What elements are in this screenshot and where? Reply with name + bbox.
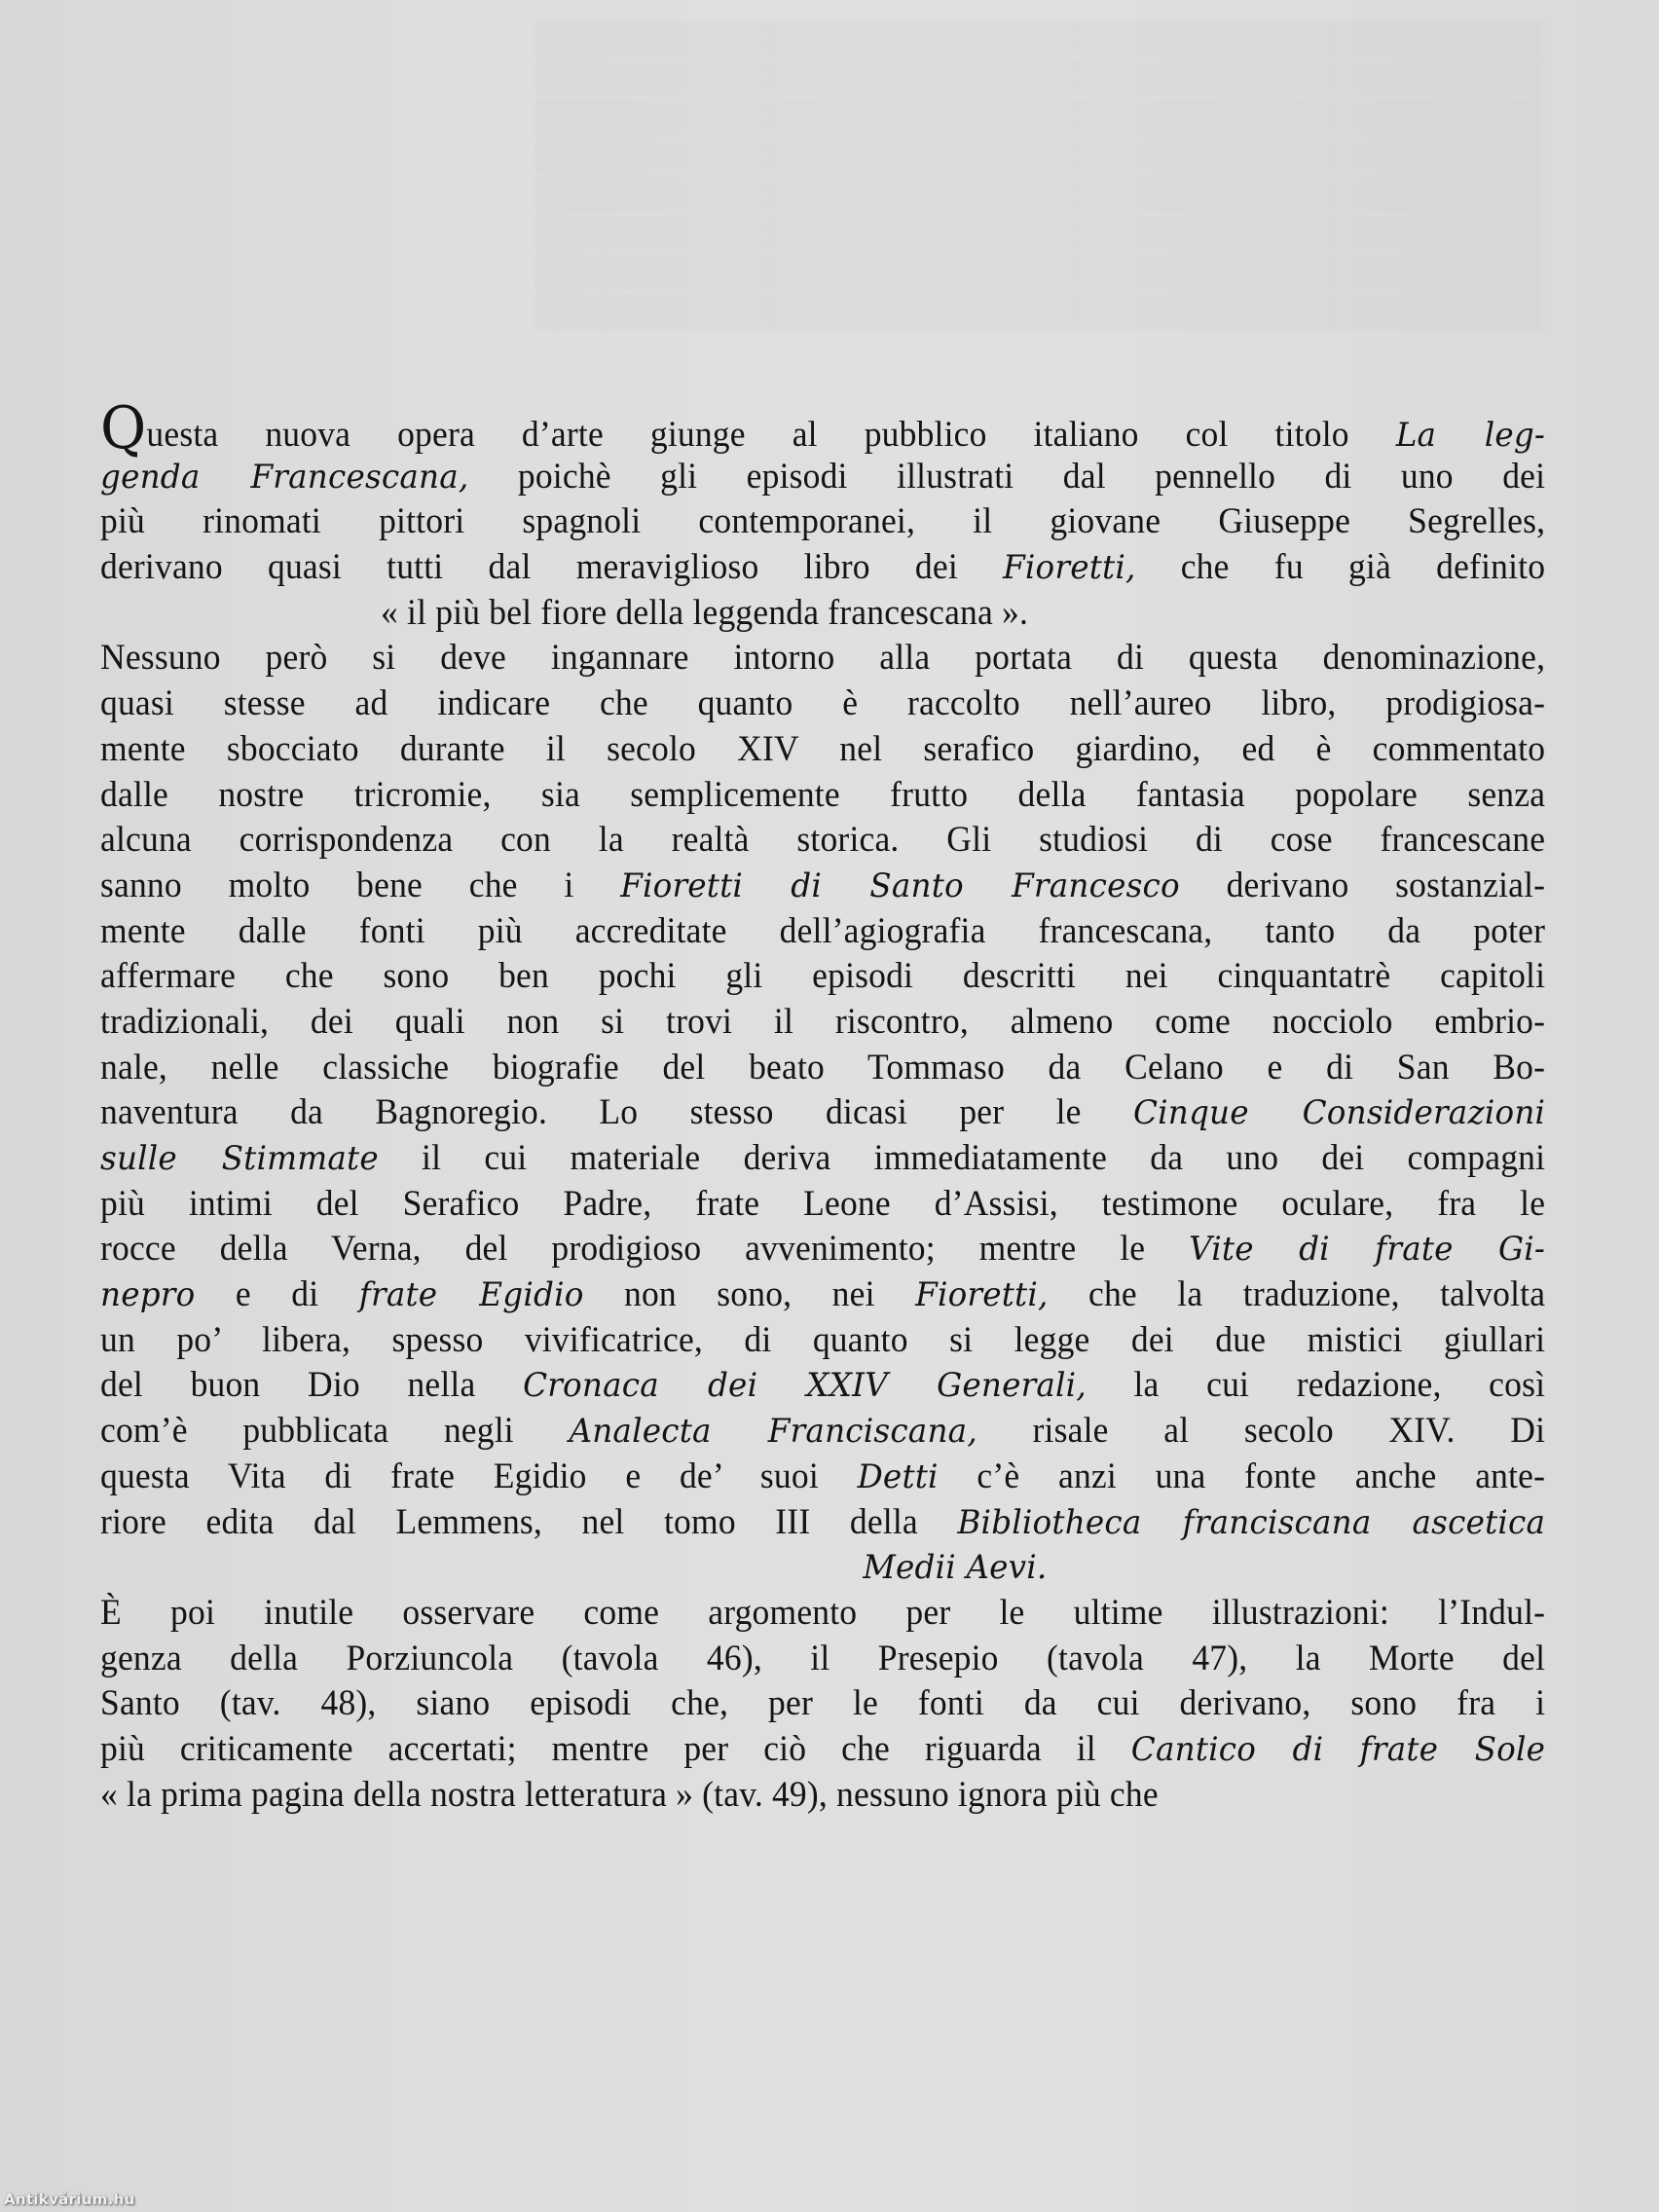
text-run: la cui redazione, così [1086, 1365, 1546, 1406]
text-run: risale al secolo XIV. Di [977, 1411, 1546, 1452]
italic-title: frate Egidio [358, 1275, 584, 1315]
italic-title: Cantico di frate Sole [1130, 1729, 1546, 1769]
text-line [100, 818, 1545, 864]
text-line [100, 954, 1545, 1000]
watermark-logo: Antikvárium.hu [4, 2191, 135, 2208]
text-run: È poi inutile osservare come argomento per le ultime illustrazioni: l’Indul- [100, 1592, 1546, 1633]
text-line [100, 682, 1545, 727]
text-run: e di [195, 1274, 359, 1315]
text-run: genza della Porziuncola (tavola 46), il Presepio (tavola 47), la Morte del [100, 1638, 1546, 1678]
italic-title: Analecta Franciscana, [569, 1412, 977, 1452]
text-run: che la traduzione, talvolta [1048, 1274, 1546, 1315]
text-line [100, 1545, 1545, 1591]
text-run: il cui materiale deriva immediatamente da uno dei compagni [378, 1138, 1546, 1178]
text-line [100, 591, 1545, 637]
text-line [100, 499, 1545, 545]
text-line [100, 1637, 1545, 1682]
text-line [100, 394, 1546, 462]
text-run: del buon Dio nella [100, 1365, 524, 1406]
text-run: « la prima pagina della nostra letteratura » (tav. 49), nessuno ignora più che [100, 1774, 1159, 1815]
text-run: più intimi del Serafico Padre, frate Leone d’Assisi, testimone oculare, fra le [100, 1183, 1546, 1224]
text-run: più criticamente accertati; mentre per ciò che riguarda il [100, 1728, 1131, 1769]
text-run: Santo (tav. 48), siano episodi che, per le fonti da cui derivano, sono fra i [100, 1683, 1546, 1724]
italic-title: sulle Stimmate [100, 1139, 379, 1178]
text-line [100, 1727, 1545, 1773]
italic-title: Cronaca dei XXIV Generali, [523, 1366, 1087, 1406]
text-run: poichè gli episodi illustrati dal pennello di uno dei [468, 456, 1546, 497]
text-run: tradizionali, dei quali non si trovi il riscontro, almeno come nocciolo embrio- [100, 1001, 1546, 1042]
text-run: che fu già definito [1135, 547, 1546, 588]
bleed-through-text: ▒▒▒▒▒▒▒▒▒▒▒▒▒▒▒▒▒▒▒▒▒▒▒▒▒▒▒▒▒▒▒▒▒▒▒▒▒▒▒▒▒▒▒ ▒▒▒▒▒▒▒▒▒▒▒▒▒▒▒▒▒▒▒▒▒▒▒▒▒▒▒▒▒▒▒▒▒▒▒▒▒▒▒▒▒▒▒ ▒▒▒▒▒▒▒▒▒▒▒▒▒▒▒▒▒▒▒▒▒▒▒▒▒▒▒▒▒▒▒▒▒▒▒▒▒▒▒▒▒▒▒ ▒▒▒▒▒▒▒▒▒▒▒▒▒▒▒▒▒▒▒▒▒▒▒▒▒▒▒▒▒▒▒▒▒▒▒▒▒▒▒▒▒▒▒ ▒▒▒▒▒▒▒▒▒▒▒▒▒▒▒▒▒▒▒▒▒▒▒▒▒▒▒▒▒▒▒▒▒▒▒▒▒▒▒▒▒▒▒ ▒▒▒▒▒▒▒▒▒▒▒▒▒▒▒▒▒▒▒▒▒▒▒▒▒▒▒▒▒▒▒▒▒▒▒▒▒▒▒▒▒▒▒ ▒▒▒▒▒▒▒▒▒▒▒▒▒▒▒▒▒▒▒▒▒▒▒▒▒▒▒▒▒▒▒▒▒▒▒▒▒▒▒▒▒▒▒ ▒▒▒▒▒▒▒▒▒▒▒▒▒▒▒▒▒▒▒▒▒▒▒▒▒▒▒▒▒▒▒▒▒▒▒▒▒▒▒▒▒▒▒ [535, 20, 1543, 329]
text-line [100, 727, 1545, 773]
text-run: affermare che sono ben pochi gli episodi descritti nei cinquantatrè capitoli [100, 956, 1546, 997]
italic-title: Fioretti, [915, 1275, 1049, 1315]
text-run: derivano quasi tutti dal meraviglioso libro dei [100, 547, 1004, 588]
text-line [100, 636, 1545, 682]
text-run: un po’ libera, spesso vivificatrice, di quanto si legge dei due mistici giullari [100, 1319, 1546, 1360]
text-line [100, 909, 1545, 955]
text-run: sanno molto bene che i [100, 865, 621, 905]
italic-title: Detti [857, 1456, 939, 1496]
text-line [100, 864, 1545, 909]
text-line [100, 1046, 1545, 1091]
text-run: quasi stesse ad indicare che quanto è raccolto nell’aureo libro, prodigiosa- [100, 683, 1546, 724]
italic-title: Fioretti, [1003, 548, 1136, 588]
text-line [100, 455, 1545, 500]
text-run: Nessuno però si deve ingannare intorno alla portata di questa denominazione, [100, 638, 1546, 679]
text-line [100, 545, 1545, 591]
text-run: naventura da Bagnoregio. Lo stesso dicasi per le [100, 1092, 1133, 1133]
text-run: « il più bel fiore della leggenda francescana ». [381, 592, 1029, 633]
text-run: com’è pubblicata negli [100, 1411, 570, 1452]
text-run: alcuna corrispondenza con la realtà storica. Gli studiosi di cose francescane [100, 820, 1546, 861]
italic-title: genda Francescana, [100, 457, 469, 497]
text-run: riore edita dal Lemmens, nel tomo III della [100, 1501, 958, 1542]
drop-cap: Q [100, 394, 147, 462]
italic-title: Vite di frate Gi- [1189, 1230, 1546, 1270]
text-run: questa Vita di frate Egidio e de’ suoi [100, 1456, 858, 1496]
text-line [100, 1272, 1545, 1318]
text-line [100, 1591, 1545, 1637]
text-run: rocce della Verna, del prodigioso avvenimento; mentre le [100, 1229, 1190, 1270]
text-line [100, 1136, 1545, 1182]
text-run: derivano sostanzial- [1179, 865, 1546, 905]
text-line [100, 1773, 1545, 1819]
text-run: mente dalle fonti più accreditate dell’agiografia francescana, tanto da poter [100, 910, 1546, 951]
text-run: mente sbocciato durante il secolo XIV nel serafico giardino, ed è commentato [100, 728, 1546, 769]
text-run: più rinomati pittori spagnoli contemporanei, il giovane Giuseppe Segrelles, [100, 501, 1546, 542]
paragraph-last-illustrations [100, 1591, 1545, 1818]
text-run: non sono, nei [583, 1274, 916, 1315]
text-line [100, 1500, 1545, 1546]
text-run: uesta nuova opera d’arte giunge al pubblico italiano col titolo [146, 415, 1396, 455]
italic-title: Cinque Considerazioni [1132, 1093, 1546, 1133]
body-text [100, 394, 1546, 1818]
text-line [100, 1363, 1545, 1409]
text-line [100, 1455, 1545, 1500]
italic-title: La leg- [1395, 416, 1546, 455]
text-run: c’è anzi una fonte anche ante- [938, 1456, 1546, 1496]
italic-title: nepro [100, 1275, 196, 1315]
text-line [100, 1090, 1545, 1136]
italic-title: Bibliotheca franciscana ascetica [957, 1502, 1546, 1542]
text-line [100, 1000, 1545, 1046]
paragraph-fioretti-sources [100, 636, 1545, 1590]
text-line [100, 1182, 1545, 1228]
text-line [100, 1409, 1545, 1455]
text-line [100, 773, 1545, 819]
text-line [100, 1227, 1545, 1272]
text-line [100, 1318, 1545, 1364]
italic-title: Medii Aevi. [863, 1548, 1048, 1588]
text-line [100, 1681, 1545, 1727]
text-run: dalle nostre tricromie, sia semplicemente frutto della fantasia popolare senza [100, 774, 1546, 815]
text-run: nale, nelle classiche biografie del beato Tommaso da Celano e di San Bo- [100, 1047, 1546, 1088]
paragraph-intro [100, 394, 1546, 636]
italic-title: Fioretti di Santo Francesco [620, 866, 1180, 905]
